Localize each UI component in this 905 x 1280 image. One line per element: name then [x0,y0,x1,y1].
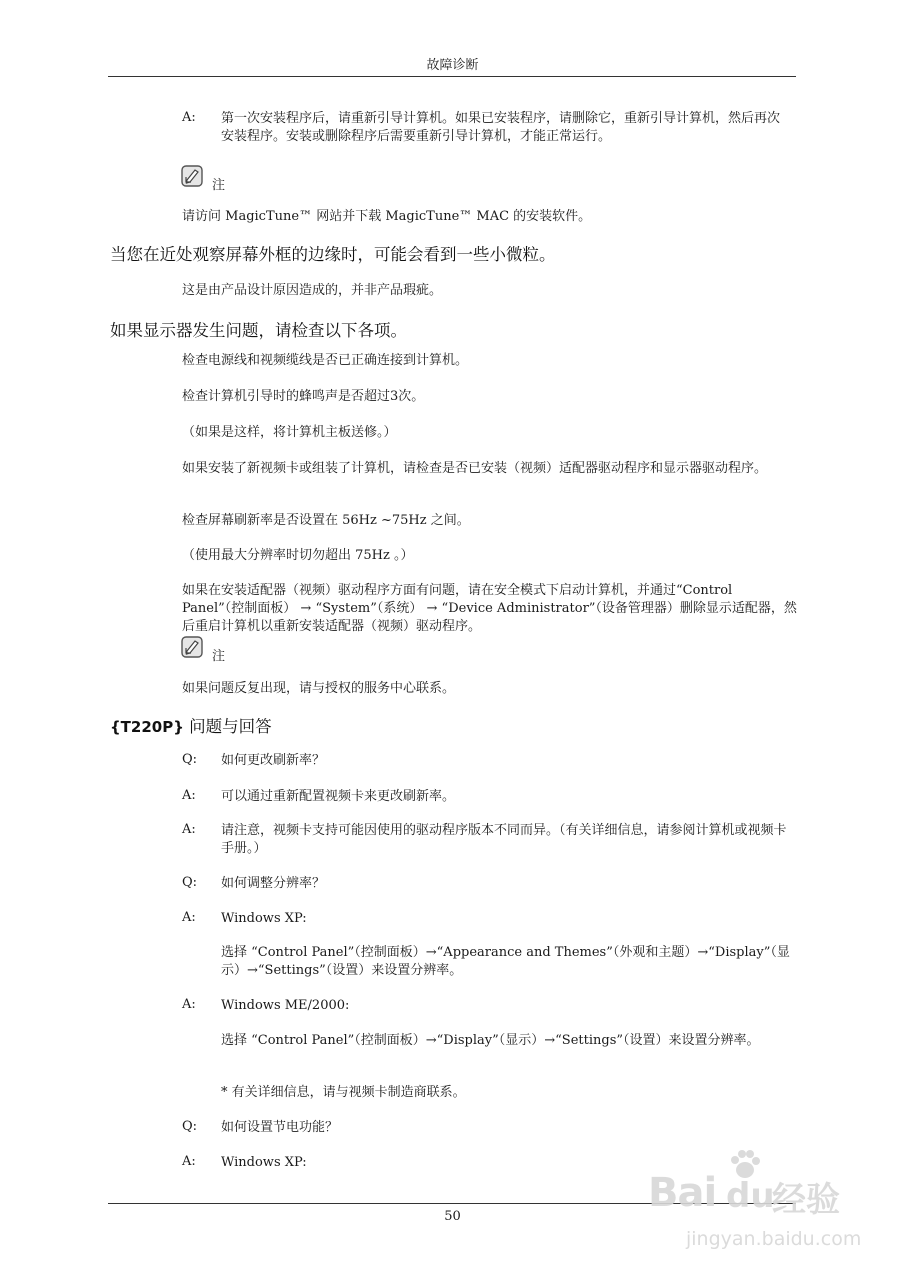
baidu-watermark [648,1142,862,1267]
page-number: 50 [444,1209,461,1224]
watermark-brand-2: du [726,1176,775,1216]
note-icon [181,636,203,658]
paragraph: 如果安装了新视频卡或组装了计算机，请检查是否已安装（视频）适配器驱动程序和显示器驱动程序。 [182,461,768,476]
answer-text: 第一次安装程序后，请重新引导计算机。如果已安装程序，请删除它，重新引导计算机，然后再次安装程序。安装或删除程序后需要重新引导计算机，才能正常运行。 [221,111,781,144]
note-text: 如果问题反复出现，请与授权的服务中心联系。 [182,681,456,696]
section-heading: 如果显示器发生问题，请检查以下各项。 [110,321,407,340]
heading-text: 问题与回答 [183,717,272,736]
paragraph: 这是由产品设计原因造成的，并非产品瑕疵。 [182,283,443,298]
watermark-brand: Bai [648,1170,717,1216]
paragraph: 检查电源线和视频缆线是否已正确连接到计算机。 [182,353,469,368]
answer-text: Windows XP: [221,1155,307,1170]
paragraph: （使用最大分辨率时切勿超出 75Hz 。） [182,548,414,563]
answer-label: A: [182,910,196,925]
answer-label: A: [182,788,196,803]
watermark-url: jingyan.baidu.com [686,1228,862,1250]
model-tag: {T220P} [110,718,184,736]
header-rule [108,76,796,77]
answer-label: A: [182,997,196,1012]
paragraph: 如果在安装适配器（视频）驱动程序方面有问题，请在安全模式下启动计算机，并通过“Control Panel”（控制面板） → “System”（系统） → “Device Administrator”（设备管理器）删除显示适配器，然后重启计算机以重新安装适配器（视频）驱动程序。 [182,583,797,634]
question-label: Q: [182,1119,198,1134]
question-text: 如何设置节电功能？ [221,1120,339,1135]
paragraph: 检查计算机引导时的蜂鸣声是否超过3次。 [182,389,425,404]
footnote-text: * 有关详细信息，请与视频卡制造商联系。 [221,1085,466,1100]
note-label: 注 [212,649,226,664]
section-heading: 当您在近处观察屏幕外框的边缘时，可能会看到一些小微粒。 [110,245,556,264]
note-label: 注 [212,178,226,193]
answer-label: A: [182,110,196,125]
note-text: 请访问 MagicTune™ 网站并下载 MagicTune™ MAC 的安装软件。 [182,209,592,224]
question-text: 如何调整分辨率？ [221,876,326,891]
watermark-suffix: 经验 [772,1180,840,1220]
instruction-text: 选择 “Control Panel”（控制面板）→“Appearance and Themes”（外观和主题）→“Display”（显示）→“Settings”（设置）来设置分辨率。 [221,945,790,978]
answer-label: A: [182,1154,196,1169]
question-label: Q: [182,875,198,890]
question-label: Q: [182,752,198,767]
section-heading [110,713,272,737]
paragraph: （如果是这样，将计算机主板送修。） [182,425,397,440]
answer-text: Windows XP: [221,911,307,926]
paragraph: 检查屏幕刷新率是否设置在 56Hz ~75Hz 之间。 [182,513,470,528]
page-header-title: 故障诊断 [426,58,479,73]
answer-text: 可以通过重新配置视频卡来更改刷新率。 [221,789,456,804]
note-icon [181,165,203,187]
answer-text: 请注意，视频卡支持可能因使用的驱动程序版本不同而异。（有关详细信息，请参阅计算机或视频卡手册。） [221,823,787,856]
answer-text: Windows ME/2000: [221,998,350,1013]
answer-label: A: [182,822,196,837]
question-text: 如何更改刷新率？ [221,753,326,768]
instruction-text: 选择 “Control Panel”（控制面板）→“Display”（显示）→“Settings”（设置）来设置分辨率。 [221,1033,760,1048]
